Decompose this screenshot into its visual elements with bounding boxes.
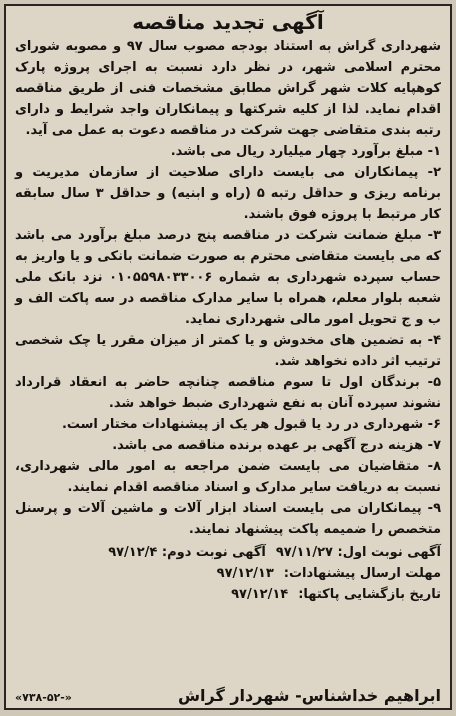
opening-date-label: تاریخ بازگشایی پاکتها: [298,587,441,602]
notice-code: «۷۳۸-۵۲-» [15,691,72,704]
opening-date [15,584,441,605]
clause-5: ۵- برندگان اول تا سوم مناقصه چنانچه حاضر به انعقاد قرارداد نشوند سپرده آنان به نفع شهرداری ضبط خواهد شد. [15,375,441,411]
dates-block [15,542,441,605]
first-publication [276,542,441,563]
clause-9: ۹- پیمانکاران می بایست اسناد ابزار آلات و ماشین آلات و پرسنل متخصص را ضمیمه پاکت پیشنهاد نمایند. [15,501,441,537]
submission-deadline-date: ۹۷/۱۲/۱۳ [216,566,274,581]
tender-notice [4,4,452,710]
clause-3: ۳- مبلغ ضمانت شرکت در مناقصه پنج درصد مبلغ برآورد می باشد که می بایست متقاضی محترم به صورت ضمانت بانکی و یا واریز به حساب سپرده شهرداری به شماره ۰۱۰۵۵۹۸۰۳۳۰۰۶ نزد بانک ملی شعبه بلوار معلم، همراه با سایر مدارک مناقصه در سه پاکت الف و ب و ج تحویل امور مالی شهرداری نماید. [15,228,441,327]
clause-8: ۸- متقاضیان می بایست ضمن مراجعه به امور مالی شهرداری، نسبت به دریافت سایر مدارک و اسناد مناقصه اقدام نمایند. [15,459,441,495]
opening-date-value: ۹۷/۱۲/۱۴ [231,587,289,602]
notice-title: آگهی تجدید مناقصه [132,10,324,34]
clause-6: ۶- شهرداری در رد یا قبول هر یک از پیشنهادات مختار است. [61,417,441,432]
submission-deadline [15,563,441,584]
first-publication-label: آگهی نوبت اول: [337,545,441,560]
clause-4: ۴- به تضمین های مخدوش و یا کمتر از میزان مقرر یا چک شخصی ترتیب اثر داده نخواهد شد. [15,333,441,369]
mayor-signature: ابراهیم خداشناس- شهردار گراش [177,686,441,705]
second-publication [108,542,266,563]
first-publication-date: ۹۷/۱۱/۲۷ [275,545,333,560]
publication-dates [15,542,441,563]
second-publication-date: ۹۷/۱۲/۴ [108,545,158,560]
clause-2: ۲- پیمانکاران می بایست دارای صلاحیت از سازمان مدیریت و برنامه ریزی و حداقل رتبه ۵ (راه و ابنیه) و حداقل ۳ سال سابقه کار مرتبط با پروژه فوق باشند. [15,165,441,222]
submission-deadline-label: مهلت ارسال پیشنهادات: [283,566,441,581]
clause-7: ۷- هزینه درج آگهی بر عهده برنده مناقصه می باشد. [112,438,441,453]
notice-footer [15,686,441,705]
clause-1: ۱- مبلغ برآورد چهار میلیارد ریال می باشد. [170,144,441,159]
intro-paragraph: شهرداری گراش به استناد بودجه مصوب سال ۹۷ و مصوبه شورای محترم اسلامی شهر، در نظر دارد نسبت به اجرای پروژه پارک کوهپایه کلات شهر گراش مطابق مشخصات فنی از طریق مناقصه اقدام نماید. لذا از کلیه شرکتها و پیمانکاران واجد شرایط و دارای رتبه بندی متقاضی جهت شرکت در مناقصه دعوت به عمل می آید. [15,39,441,138]
second-publication-label: آگهی نوبت دوم: [161,545,266,560]
